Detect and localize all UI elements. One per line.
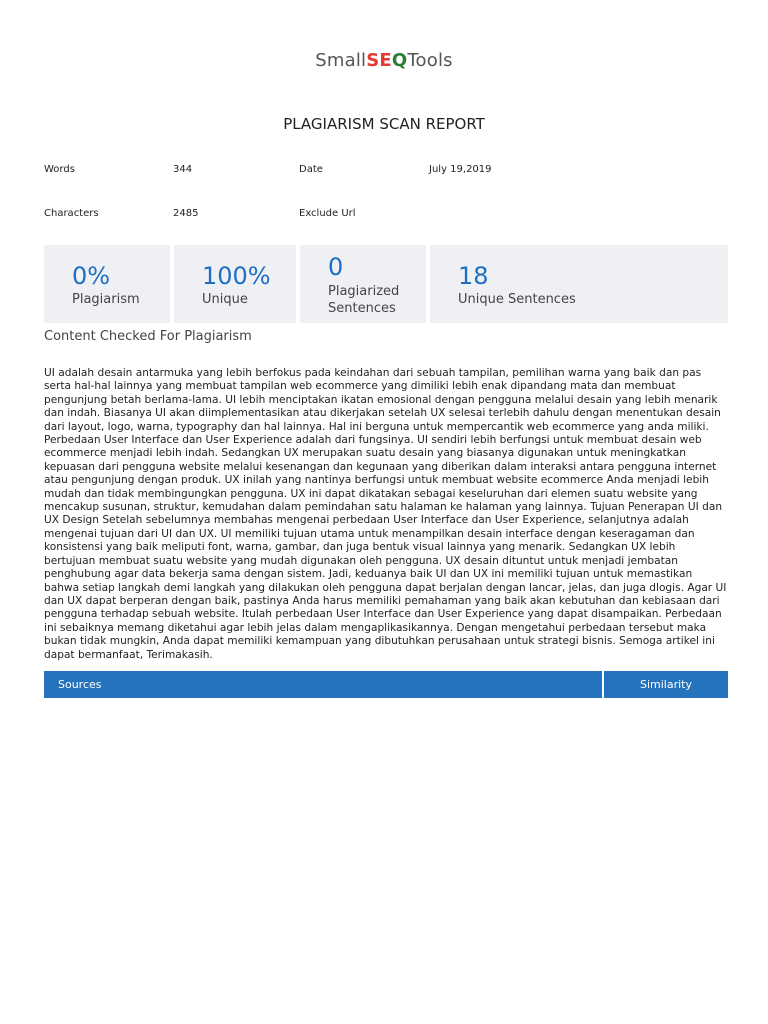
plagiarized-sentences-label: Plagiarized Sentences [328, 284, 400, 316]
plagiarism-percent: 0% [72, 262, 111, 290]
stat-unique-sentences [430, 245, 728, 323]
words-value: 344 [173, 164, 193, 175]
unique-sentences-count: 18 [458, 262, 489, 290]
date-value: July 19,2019 [429, 164, 492, 175]
characters-label: Characters [44, 208, 99, 219]
plagiarized-sentences-count: 0 [328, 253, 344, 281]
checked-content-text: UI adalah desain antarmuka yang lebih berfokus pada keindahan dari sebuah tampilan, pemilihan warna yang baik dan pas serta hal-hal lainnya yang membuat tampilan web ecommerce yang dimiliki lebih enak dipandang mata dan membuat pengunjung betah berlama-lama. UI lebih menciptakan ikatan emosional dengan pengguna melalui desain yang lebih menarik dan indah. Biasanya UI akan diimplementasikan atau dikerjakan setelah UX selesai terlebih dahulu dengan menentukan desain dari layout, logo, warna, typography dan hal lainnya. Hal ini berguna untuk mempercantik web ecommerce yang anda miliki. Perbedaan User Interface dan User Experience adalah dari fungsinya. UI sendiri lebih berfungsi untuk membuat desain web ecommerce menjadi lebih indah. Sedangkan UX merupakan suatu desain yang biasanya digunakan untuk meningkatkan kepuasan dari pengguna website melalui kesenangan dan kegunaan yang diberikan dalam interaksi antara pengguna internet atau pengunjung dengan produk. UX inilah yang nantinya berfungsi untuk membuat website ecommerce Anda menjadi lebih mudah dan tidak membingungkan pengguna. UX ini dapat dikatakan sebagai keseluruhan dari elemen suatu website yang mencakup susunan, struktur, kemudahan dalam pemindahan satu halaman ke halaman yang lainnya. Tujuan Penerapan UI dan UX Design Setelah sebelumnya membahas mengenai perbedaan User Interface dan User Experience, selanjutnya adalah mengenai tujuan dari UI dan UX. UI memiliki tujuan utama untuk menampilkan desain interface dengan keseragaman dan konsistensi yang baik meliputi font, warna, gambar, dan juga bentuk visual lainnya yang menarik. Sedangkan UX lebih bertujuan membuat suatu website yang mudah digunakan oleh pengguna. UX desain dituntut untuk menjadi jembatan penghubung agar data bekerja sama dengan sistem. Jadi, keduanya baik UI dan UX ini memiliki tujuan untuk memastikan bahwa setiap langkah demi langkah yang dilakukan oleh pengguna dapat berjalan dengan lancar, jelas, dan juga dlogis. Agar UI dan UX dapat berperan dengan baik, pastinya Anda harus memiliki pemahaman yang baik akan kebutuhan dan kebiasaan dari pengguna terhadap sebuah website. Itulah perbedaan User Interface dan User Experience yang dapat disampaikan. Perbedaan ini sebaiknya memang diketahui agar lebih jelas dalam mengaplikasikannya. Dengan mengetahui perbedaan tersebut maka bukan tidak mungkin, Anda dapat memiliki kemampuan yang dibutuhkan perusahaan untuk strategi bisnis. Semoga artikel ini dapat bermanfaat, Terimakasih. [44, 367, 727, 661]
smallseotools-logo: SmallSEQTools [315, 50, 453, 71]
date-label: Date [299, 164, 323, 175]
unique-percent: 100% [202, 262, 271, 290]
characters-value: 2485 [173, 208, 199, 219]
stats-row [44, 245, 728, 323]
sources-table-header [44, 671, 728, 698]
column-divider [602, 671, 604, 698]
words-label: Words [44, 164, 75, 175]
unique-label: Unique [202, 292, 248, 307]
stat-unique [174, 245, 296, 323]
similarity-column-header: Similarity [640, 678, 693, 691]
report-title: PLAGIARISM SCAN REPORT [283, 115, 485, 133]
plagiarism-label: Plagiarism [72, 292, 140, 307]
stat-plagiarized-sentences [300, 245, 426, 323]
unique-sentences-label: Unique Sentences [458, 292, 576, 307]
exclude-url-label: Exclude Url [299, 208, 356, 219]
sources-column-header: Sources [58, 678, 102, 691]
stat-plagiarism [44, 245, 170, 323]
content-heading: Content Checked For Plagiarism [44, 329, 252, 344]
